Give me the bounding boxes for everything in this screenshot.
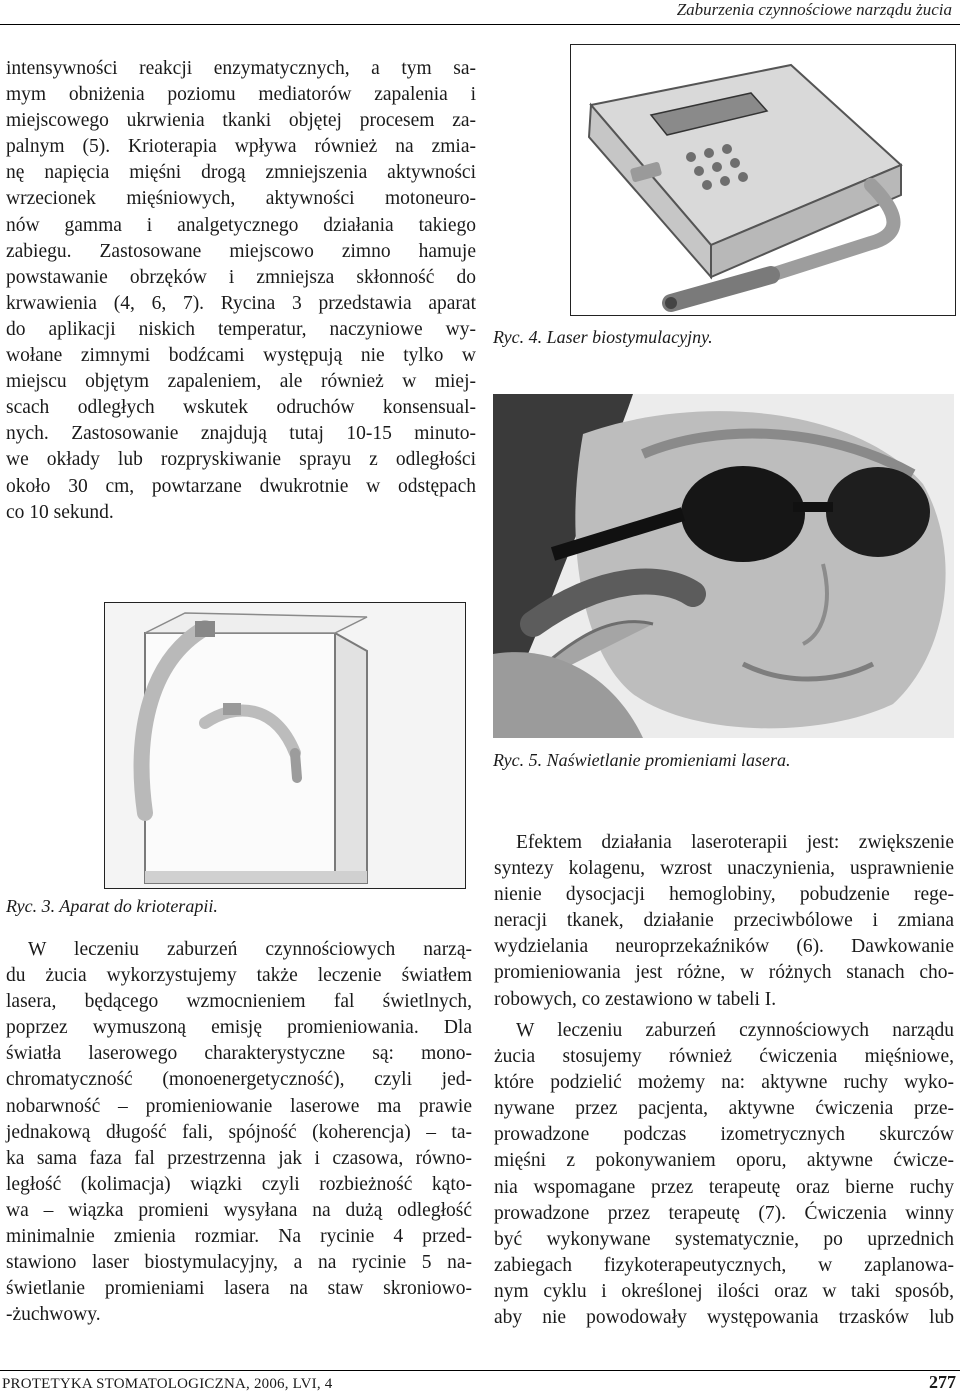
cryotherapy-device-photo (104, 602, 466, 889)
text-line: syntezy kolagenu, wzrost unaczynienia, usprawnienie (494, 858, 954, 880)
laser-device-illustration (571, 45, 955, 315)
text-line: robowych, co zestawiono w tabeli I. (494, 988, 777, 1010)
text-line: promieniowania jest różne, w różnych stanach cho- (494, 962, 954, 984)
page-number: 277 (929, 1372, 956, 1392)
text-line: lasera, będącego wzmocnieniem fal świetlnych, (6, 991, 472, 1013)
text-line: nywane przez pacjenta, aktywne ćwiczenia prze- (494, 1098, 954, 1120)
running-head: Zaburzenia czynnościowe narządu żucia (676, 0, 952, 19)
text-line: około 30 cm, powtarzane dwukrotnie w odstępach (6, 475, 476, 497)
text-line: nę napięcia mięśni drogą zmniejszenia aktywności (6, 162, 476, 184)
text-line: wa – wiązka promieni wysyłana na dużą odległość (6, 1199, 472, 1221)
text-line: zabiegu. Zastosowane miejscowo zimno hamuje (6, 240, 476, 262)
text-line: stawiono laser biostymulacyjny, a na rycinie 5 na- (6, 1252, 472, 1274)
text-line: scach odległych wskutek odruchów konsensual- (6, 397, 476, 419)
text-line: miejscu objętym zapaleniem, ale również w miej- (6, 371, 476, 393)
figure-4-caption: Ryc. 4. Laser biostymulacyjny. (493, 327, 713, 347)
text-line: co 10 sekund. (6, 501, 114, 523)
paragraph-laser-effects (494, 830, 954, 1013)
text-line: neracji tkanek, działanie przeciwbólowe i zmiana (494, 910, 954, 932)
text-line: nych. Zastosowanie znajdują tutaj 10-15 minuto- (6, 423, 476, 445)
text-line: nów gamma i analgetycznego działania takiego (6, 214, 476, 236)
text-line: ległość (kolimacja) wiązki czyli rozbieżność kąto- (6, 1173, 472, 1195)
text-line: mym obniżenia poziomu mediatorów zapalenia i (6, 84, 476, 106)
text-line: żucia stosujemy również ćwiczenia mięśniowe, (494, 1046, 954, 1068)
text-line: intensywności reakcji enzymatycznych, a tym sa- (6, 58, 476, 79)
text-line: być wykonywane systematycznie, po uprzednich (494, 1228, 954, 1250)
text-line: krwawienia (4, 6, 7). Rycina 3 przedstawia aparat (6, 292, 476, 314)
laser-treatment-illustration (493, 394, 954, 738)
text-line: wołane zimnymi bodźcami występują nie tylko w (6, 345, 476, 367)
footer-rule (0, 1370, 960, 1371)
text-line: nia wspomagane przez terapeutę oraz bierne ruchy (494, 1176, 954, 1198)
text-line: poprzez wymuszoną emisję promieniowania. Dla (6, 1017, 472, 1039)
text-line: palnym (5). Krioterapia wpływa również na zmia- (6, 136, 476, 158)
cryotherapy-device-illustration (105, 603, 465, 888)
text-line: wydzielania neuroprzekaźników (6). Dawkowanie (494, 936, 954, 958)
text-line: chromatyczność (monoenergetyczność), czyli jed- (6, 1069, 472, 1091)
text-line: powstawanie obrzęków i zmniejsza skłonność do (6, 266, 476, 288)
laser-treatment-photo (493, 394, 954, 738)
text-line: aby nie powodowały występowania trzasków lub (494, 1307, 954, 1329)
journal-citation: PROTETYKA STOMATOLOGICZNA, 2006, LVI, 4 (2, 1376, 333, 1392)
text-line: mięśni z pokonywaniem oporu, aktywne ćwicze- (494, 1150, 954, 1172)
figure-3-caption: Ryc. 3. Aparat do krioterapii. (6, 896, 218, 916)
text-line: du żucia wykorzystujemy także leczenie światłem (6, 965, 472, 987)
laser-device-photo (570, 44, 956, 316)
text-line: -żuchwowy. (6, 1304, 101, 1326)
text-line: prowadzone podczas izometrycznych skurczów (494, 1124, 954, 1146)
text-line: ka sama faza fal przestrzenna jak i czasowa, równo- (6, 1147, 472, 1169)
text-line: miejscowego ukrwienia tkanki objętej procesem za- (6, 110, 476, 132)
paragraph-laser-light (6, 937, 472, 1328)
text-line: wrzecionek mięśniowych, aktywności motoneuro- (6, 188, 476, 210)
text-line: do aplikacji niskich temperatur, naczyniowe wy- (6, 318, 476, 340)
text-line: jednakową długość fali, spójność (koherencja) – ta- (6, 1121, 472, 1143)
paragraph-krioterapia (6, 56, 476, 526)
text-line: W leczeniu zaburzeń czynnościowych narządu (516, 1020, 954, 1041)
text-line: prowadzone przez terapeutę (7). Ćwiczenia winny (494, 1202, 954, 1224)
header-rule (0, 24, 960, 25)
text-line: W leczeniu zaburzeń czynnościowych narzą- (28, 939, 472, 960)
text-line: nienie dysocjacji hemoglobiny, pobudzenie rege- (494, 884, 954, 906)
text-line: Efektem działania laseroterapii jest: zwiększenie (516, 832, 954, 853)
text-line: minimalnie zmienia rozmiar. Na rycinie 4 przed- (6, 1226, 472, 1248)
text-line: we okłady lub rozpryskiwanie sprayu z odległości (6, 449, 476, 471)
figure-5-caption: Ryc. 5. Naświetlanie promieniami lasera. (493, 750, 791, 770)
text-line: zabiegach fizykoterapeutycznych, w zaplanowa- (494, 1254, 954, 1276)
text-line: które podzielić możemy na: aktywne ruchy wyko- (494, 1072, 954, 1094)
text-line: nym cyklu i określonej ilości oraz w taki sposób, (494, 1280, 954, 1302)
text-line: nobarwność – promieniowanie laserowe ma prawie (6, 1095, 472, 1117)
text-line: światła laserowego charakterystyczne są: mono- (6, 1043, 472, 1065)
text-line: świetlanie promieniami lasera na staw skroniowo- (6, 1278, 472, 1300)
paragraph-muscle-exercises (494, 1018, 954, 1331)
